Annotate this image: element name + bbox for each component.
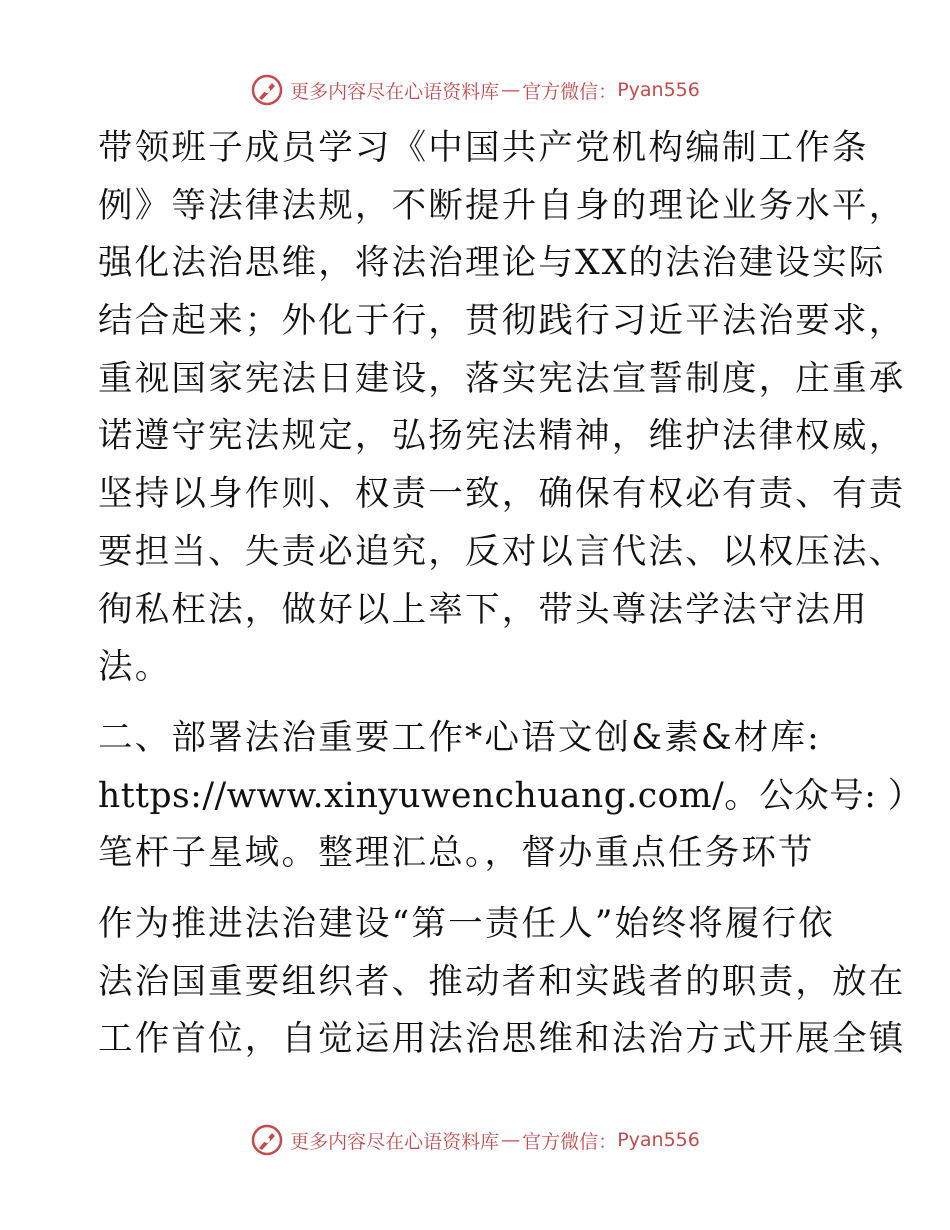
header-watermark-banner	[0, 70, 950, 110]
footer-wechat-id: Pyan556	[617, 1129, 700, 1151]
header-banner-dash: —	[501, 79, 521, 101]
paragraph-spacer	[98, 883, 888, 896]
footer-banner-text: 更多内容尽在心语资料库	[290, 1130, 500, 1153]
footer-banner-dash: —	[501, 1129, 521, 1151]
header-wechat-label: 官方微信：	[522, 80, 618, 103]
text-line: 强化法治思维，将法治理论与XX的法治建设实际	[98, 243, 886, 284]
paragraph-1	[98, 120, 906, 697]
paragraph-spacer	[98, 697, 888, 710]
text-line: 重视国家宪法日建设，落实宪法宣誓制度，庄重承	[98, 358, 906, 399]
text-line: 带领班子成员学习《中国共产党机构编制工作条	[98, 128, 869, 168]
text-line: 徇私枉法，做好以上率下，带头尊法学法守法用	[98, 589, 869, 630]
text-line: 工作首位，自觉运用法治思维和法治方式开展全镇	[98, 1019, 906, 1060]
text-line: 结合起来；外化于行，贯彻践行习近平法治要求，	[98, 301, 906, 342]
text-line: 诺遵守宪法规定，弘扬宪法精神，维护法律权威，	[98, 416, 906, 457]
url-line: https://www.xinyuwenchuang.com/。公众号: ）	[98, 775, 923, 816]
text-line: 坚持以身作则、权责一致，确保有权必有责、有责	[98, 474, 906, 515]
text-line: 笔杆子星域。整理汇总。，督办重点任务环节	[98, 833, 815, 874]
pen-logo-icon	[250, 73, 284, 107]
paragraph-3	[98, 896, 906, 1069]
text-line: 要担当、失责必追究，反对以言代法、以权压法、	[98, 531, 906, 572]
document-body	[98, 120, 923, 1069]
pen-logo-icon	[250, 1123, 284, 1157]
footer-wechat-label: 官方微信：	[522, 1130, 618, 1153]
header-wechat-id: Pyan556	[617, 79, 700, 101]
text-line: 法治国重要组织者、推动者和实践者的职责，放在	[98, 961, 906, 1002]
paragraph-2	[98, 710, 923, 883]
header-banner-text: 更多内容尽在心语资料库	[290, 80, 500, 103]
footer-watermark-banner	[0, 1120, 950, 1160]
text-line: 作为推进法治建设“第一责任人”始终将履行依	[98, 903, 835, 944]
text-line: 法。	[98, 647, 172, 688]
text-line: 例》等法律法规，不断提升自身的理论业务水平，	[98, 185, 906, 226]
section-heading-line: 二、部署法治重要工作*心语文创&素&材库:	[98, 717, 821, 758]
